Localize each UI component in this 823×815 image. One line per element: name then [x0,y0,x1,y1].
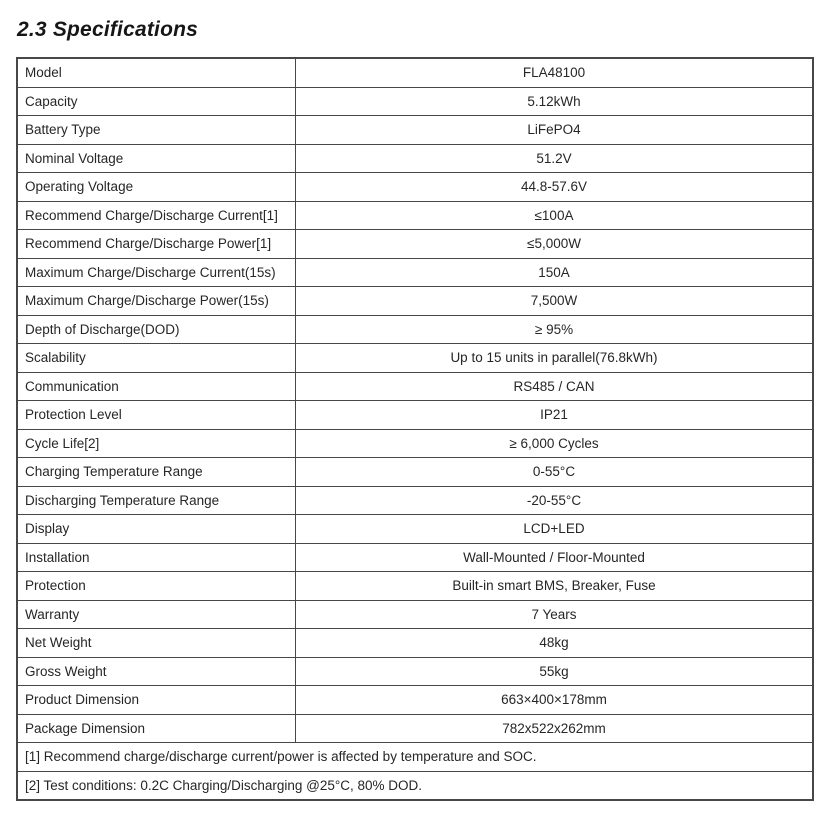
spec-label-cell: Installation [17,543,296,572]
spec-label-cell: Capacity [17,87,296,116]
spec-label-cell: Net Weight [17,629,296,658]
footnote-cell: [1] Recommend charge/discharge current/power is affected by temperature and SOC. [17,743,813,772]
spec-value-cell: RS485 / CAN [296,372,814,401]
spec-value-cell: ≥ 6,000 Cycles [296,429,814,458]
spec-value-cell: Built-in smart BMS, Breaker, Fuse [296,572,814,601]
spec-label-cell: Depth of Discharge(DOD) [17,315,296,344]
spec-label-cell: Maximum Charge/Discharge Current(15s) [17,258,296,287]
spec-value-cell: FLA48100 [296,58,814,87]
spec-value-cell: ≥ 95% [296,315,814,344]
spec-value-cell: ≤100A [296,201,814,230]
table-row [17,87,813,116]
table-row [17,572,813,601]
spec-label-cell: Discharging Temperature Range [17,486,296,515]
table-row [17,58,813,87]
table-row [17,144,813,173]
footnote-cell: [2] Test conditions: 0.2C Charging/Discharging @25°C, 80% DOD. [17,771,813,800]
spec-label-cell: Recommend Charge/Discharge Power[1] [17,230,296,259]
spec-value-cell: 48kg [296,629,814,658]
spec-value-cell: 51.2V [296,144,814,173]
table-row [17,344,813,373]
spec-label-cell: Communication [17,372,296,401]
table-row [17,629,813,658]
spec-value-cell: 0-55°C [296,458,814,487]
spec-label-cell: Protection [17,572,296,601]
spec-value-cell: ≤5,000W [296,230,814,259]
spec-label-cell: Product Dimension [17,686,296,715]
spec-value-cell: IP21 [296,401,814,430]
footnote-row [17,743,813,772]
spec-label-cell: Charging Temperature Range [17,458,296,487]
section-heading: 2.3 Specifications [17,18,199,41]
spec-value-cell: 55kg [296,657,814,686]
spec-value-cell: -20-55°C [296,486,814,515]
spec-value-cell: 150A [296,258,814,287]
spec-label-cell: Gross Weight [17,657,296,686]
spec-label-cell: Cycle Life[2] [17,429,296,458]
spec-label-cell: Nominal Voltage [17,144,296,173]
spec-value-cell: 663×400×178mm [296,686,814,715]
table-row [17,543,813,572]
table-row [17,173,813,202]
table-row [17,372,813,401]
table-row [17,230,813,259]
spec-label-cell: Recommend Charge/Discharge Current[1] [17,201,296,230]
table-row [17,429,813,458]
spec-label-cell: Display [17,515,296,544]
spec-label-cell: Package Dimension [17,714,296,743]
table-row [17,600,813,629]
spec-value-cell: 44.8-57.6V [296,173,814,202]
spec-value-cell: 7,500W [296,287,814,316]
spec-label-cell: Warranty [17,600,296,629]
spec-value-cell: LCD+LED [296,515,814,544]
spec-value-cell: Wall-Mounted / Floor-Mounted [296,543,814,572]
table-row [17,201,813,230]
table-row [17,315,813,344]
table-row [17,258,813,287]
spec-label-cell: Battery Type [17,116,296,145]
footnote-row [17,771,813,800]
spec-label-cell: Protection Level [17,401,296,430]
table-row [17,116,813,145]
spec-value-cell: Up to 15 units in parallel(76.8kWh) [296,344,814,373]
spec-value-cell: 7 Years [296,600,814,629]
spec-value-cell: 5.12kWh [296,87,814,116]
table-row [17,458,813,487]
specifications-table [16,57,814,801]
spec-value-cell: LiFePO4 [296,116,814,145]
table-row [17,287,813,316]
specifications-table-body [17,58,813,800]
table-row [17,714,813,743]
table-row [17,686,813,715]
table-row [17,486,813,515]
spec-label-cell: Scalability [17,344,296,373]
spec-label-cell: Maximum Charge/Discharge Power(15s) [17,287,296,316]
spec-label-cell: Operating Voltage [17,173,296,202]
table-row [17,657,813,686]
table-row [17,401,813,430]
table-row [17,515,813,544]
spec-label-cell: Model [17,58,296,87]
spec-value-cell: 782x522x262mm [296,714,814,743]
